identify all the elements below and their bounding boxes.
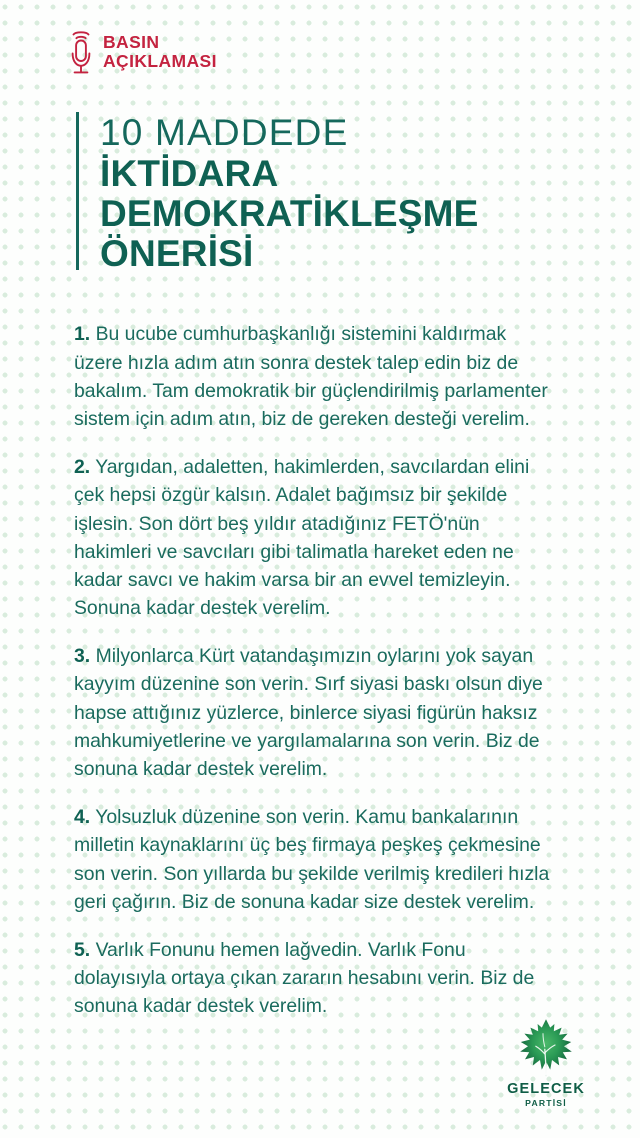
- list-item-text: Yargıdan, adaletten, hakimlerden, savcılardan elini çek hepsi özgür kalsın. Adalet bağımsız bir şekilde işlesin. Son dört beş yıldır atadığınız FETÖ'nün hakimleri ve savcıları gibi talimatla hareket eden ne kadar savcı ve hakim varsa bir an evvel temizleyin. Sonuna kadar destek verelim.: [74, 455, 530, 620]
- title-line-3: DEMOKRATİKLEŞME: [100, 193, 479, 234]
- list-item: [74, 642, 556, 783]
- list-item: [74, 936, 556, 1021]
- press-release-badge: [68, 24, 217, 78]
- list-item-text: Varlık Fonunu hemen lağvedin. Varlık Fonu dolayısıyla ortaya çıkan zararın hesabını verin. Biz de sonuna kadar destek verelim.: [74, 938, 535, 1018]
- badge-line-2: AÇIKLAMASI: [103, 51, 217, 71]
- title-line-2: İKTİDARA: [100, 153, 279, 194]
- list-item-number: 1.: [74, 323, 91, 346]
- list-item-number: 4.: [74, 806, 91, 829]
- list-item-number: 3.: [74, 645, 91, 668]
- party-logo-subtitle: PARTİSİ: [525, 1098, 567, 1108]
- party-logo: [497, 1018, 595, 1108]
- maple-leaf-icon: [515, 1018, 577, 1078]
- list-item: [74, 803, 556, 916]
- list-item: [74, 453, 556, 623]
- press-release-badge-text: [103, 33, 217, 71]
- list-item-number: 5.: [74, 938, 91, 961]
- proposal-list: [74, 301, 556, 1034]
- microphone-icon: [68, 24, 94, 78]
- party-logo-name: GELECEK: [507, 1081, 585, 1097]
- list-item-text: Yolsuzluk düzenine son verin. Kamu bankalarının milletin kaynaklarını üç beş firmaya peşkeş çekmesine son verin. Son yıllarda bu şekilde verilmiş kredileri hızla geri çağırın. Biz de sonuna kadar size destek verelim.: [74, 806, 550, 913]
- page-title: [76, 112, 479, 274]
- list-item-text: Milyonlarca Kürt vatandaşımızın oylarını yok sayan kayyım düzenine son verin. Sırf siyasi baskı olsun diye hapse attığınız yüzlerce, binlerce siyasi figürün haksız mahkumiyetlerine ve yargılamalarına son verin. Biz de sonuna kadar destek verelim.: [74, 645, 543, 781]
- list-item-number: 2.: [74, 455, 91, 478]
- list-item: [74, 320, 556, 433]
- list-item-text: Bu ucube cumhurbaşkanlığı sistemini kaldırmak üzere hızla adım atın sonra destek talep edin biz de bakalım. Tam demokratik bir güçlendirilmiş parlamenter sistem için adım atın, biz de gereken desteği verelim.: [74, 323, 548, 431]
- title-line-1: 10 MADDEDE: [100, 112, 349, 153]
- badge-line-1: BASIN: [103, 32, 160, 52]
- title-line-4: ÖNERİSİ: [100, 233, 254, 274]
